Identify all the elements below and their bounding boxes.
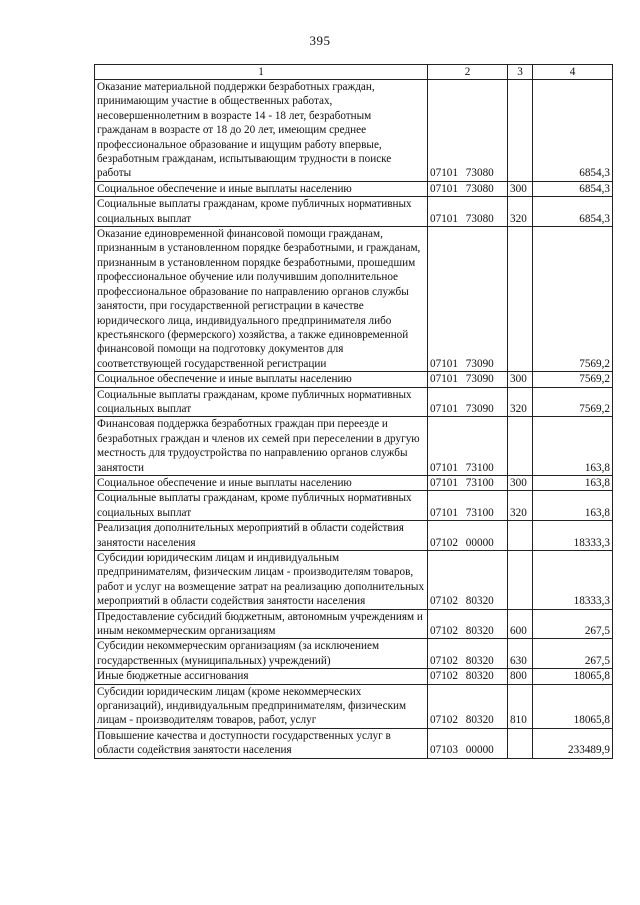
row-code [428, 417, 508, 476]
row-type: 810 [508, 684, 533, 728]
row-code [428, 491, 508, 521]
row-section: 07103 [430, 744, 458, 757]
row-amount: 7569,2 [533, 227, 613, 372]
row-type: 300 [508, 181, 533, 196]
row-type [508, 551, 533, 610]
row-name: Социальные выплаты гражданам, кроме публичных нормативных социальных выплат [95, 387, 428, 417]
row-section: 07102 [430, 625, 458, 638]
table-row [95, 227, 613, 372]
row-type: 320 [508, 197, 533, 227]
row-type [508, 417, 533, 476]
row-type [508, 521, 533, 551]
row-target-code: 00000 [465, 744, 494, 757]
row-target-code: 73080 [465, 212, 494, 225]
row-section: 07101 [430, 167, 458, 180]
row-target-code: 73100 [465, 506, 494, 519]
row-type: 300 [508, 372, 533, 387]
row-amount: 18333,3 [533, 551, 613, 610]
row-code [428, 609, 508, 639]
row-type: 320 [508, 387, 533, 417]
row-code [428, 728, 508, 758]
row-target-code: 73100 [465, 476, 494, 489]
row-section: 07102 [430, 670, 458, 683]
row-type: 630 [508, 639, 533, 669]
table-row [95, 551, 613, 610]
row-name: Социальные выплаты гражданам, кроме публичных нормативных социальных выплат [95, 197, 428, 227]
table-row [95, 372, 613, 387]
row-section: 07101 [430, 357, 458, 370]
row-target-code: 80320 [465, 625, 494, 638]
row-name: Социальное обеспечение и иные выплаты населению [95, 372, 428, 387]
table-row [95, 475, 613, 490]
page-number: 395 [309, 33, 331, 48]
row-section: 07101 [430, 476, 458, 489]
row-code [428, 521, 508, 551]
row-name: Субсидии некоммерческим организациям (за исключением государственных (муниципальных) учреждений) [95, 639, 428, 669]
row-code [428, 181, 508, 196]
row-section: 07101 [430, 182, 458, 195]
row-target-code: 73100 [465, 461, 494, 474]
header-col-code: 2 [428, 65, 508, 80]
row-name: Повышение качества и доступности государственных услуг в области содействия занятости населения [95, 728, 428, 758]
row-section: 07102 [430, 595, 458, 608]
row-section: 07101 [430, 373, 458, 386]
row-amount: 6854,3 [533, 181, 613, 196]
row-name: Социальное обеспечение и иные выплаты населению [95, 181, 428, 196]
row-section: 07101 [430, 506, 458, 519]
table-row [95, 417, 613, 476]
row-target-code: 73090 [465, 402, 494, 415]
row-section: 07102 [430, 714, 458, 727]
row-type: 800 [508, 669, 533, 684]
row-target-code: 80320 [465, 654, 494, 667]
row-code [428, 684, 508, 728]
row-code [428, 80, 508, 182]
row-name: Иные бюджетные ассигнования [95, 669, 428, 684]
row-name: Субсидии юридическим лицам (кроме некоммерческих организаций), индивидуальным предпринимателям, физическим лицам - производителям товаров, работ, услуг [95, 684, 428, 728]
table-row [95, 669, 613, 684]
row-amount: 18333,3 [533, 521, 613, 551]
row-type [508, 728, 533, 758]
table-row [95, 491, 613, 521]
row-type: 320 [508, 491, 533, 521]
row-amount: 6854,3 [533, 197, 613, 227]
table-row [95, 197, 613, 227]
row-name: Субсидии юридическим лицам и индивидуальным предпринимателям, физическим лицам - производителям товаров, работ и услуг на возмещение затрат на реализацию дополнительных мероприятий в области содействия занятости населения [95, 551, 428, 610]
row-amount: 267,5 [533, 639, 613, 669]
row-target-code: 73080 [465, 167, 494, 180]
row-name: Оказание материальной поддержки безработных граждан, принимающим участие в общественных работах, несовершеннолетним в возрасте 14 - 18 лет, безработным гражданам в возрасте от 18 до 20 лет, имеющим среднее профессиональное образование и ищущим работу впервые, безработным гражданам, испытывающим трудности в поиске работы [95, 80, 428, 182]
row-amount: 18065,8 [533, 669, 613, 684]
row-code [428, 372, 508, 387]
table-row [95, 639, 613, 669]
row-code [428, 227, 508, 372]
row-code [428, 639, 508, 669]
row-type [508, 80, 533, 182]
row-name: Реализация дополнительных мероприятий в области содействия занятости населения [95, 521, 428, 551]
row-code [428, 387, 508, 417]
row-code [428, 669, 508, 684]
table-row [95, 181, 613, 196]
row-amount: 163,8 [533, 475, 613, 490]
row-amount: 18065,8 [533, 684, 613, 728]
table-row [95, 684, 613, 728]
row-code [428, 551, 508, 610]
row-target-code: 73090 [465, 373, 494, 386]
row-type: 300 [508, 475, 533, 490]
header-col-name: 1 [95, 65, 428, 80]
table-row [95, 80, 613, 182]
row-target-code: 73080 [465, 182, 494, 195]
row-name: Оказание единовременной финансовой помощи гражданам, признанным в установленном порядке безработными, и гражданам, признанным в установленном порядке безработными, прошедшим профессиональное обучение или получившим дополнительное профессиональное образование по направлению органов службы занятости, при государственной регистрации в качестве юридического лица, индивидуального предпринимателя либо крестьянского (фермерского) хозяйства, а также единовременной финансовой помощи на подготовку документов для соответствующей государственной регистрации [95, 227, 428, 372]
row-section: 07102 [430, 654, 458, 667]
row-code [428, 197, 508, 227]
row-target-code: 80320 [465, 714, 494, 727]
row-section: 07101 [430, 212, 458, 225]
row-name: Финансовая поддержка безработных граждан при переезде и безработных граждан и членов их семей при переселении в другую местность для трудоустройства по направлению органов службы занятости [95, 417, 428, 476]
row-section: 07102 [430, 536, 458, 549]
row-name: Социальное обеспечение и иные выплаты населению [95, 475, 428, 490]
row-name: Предоставление субсидий бюджетным, автономным учреждениям и иным некоммерческим организациям [95, 609, 428, 639]
row-section: 07101 [430, 461, 458, 474]
table-row [95, 728, 613, 758]
row-amount: 163,8 [533, 417, 613, 476]
row-type [508, 227, 533, 372]
row-section: 07101 [430, 402, 458, 415]
table-row [95, 521, 613, 551]
budget-table [94, 64, 613, 759]
table-row [95, 387, 613, 417]
row-code [428, 475, 508, 490]
row-name: Социальные выплаты гражданам, кроме публичных нормативных социальных выплат [95, 491, 428, 521]
row-target-code: 80320 [465, 595, 494, 608]
row-target-code: 00000 [465, 536, 494, 549]
row-type: 600 [508, 609, 533, 639]
row-amount: 163,8 [533, 491, 613, 521]
row-target-code: 80320 [465, 670, 494, 683]
row-amount: 7569,2 [533, 372, 613, 387]
row-amount: 6854,3 [533, 80, 613, 182]
row-target-code: 73090 [465, 357, 494, 370]
header-row [95, 65, 613, 80]
header-col-type: 3 [508, 65, 533, 80]
row-amount: 7569,2 [533, 387, 613, 417]
header-col-amount: 4 [533, 65, 613, 80]
row-amount: 233489,9 [533, 728, 613, 758]
row-amount: 267,5 [533, 609, 613, 639]
table-row [95, 609, 613, 639]
